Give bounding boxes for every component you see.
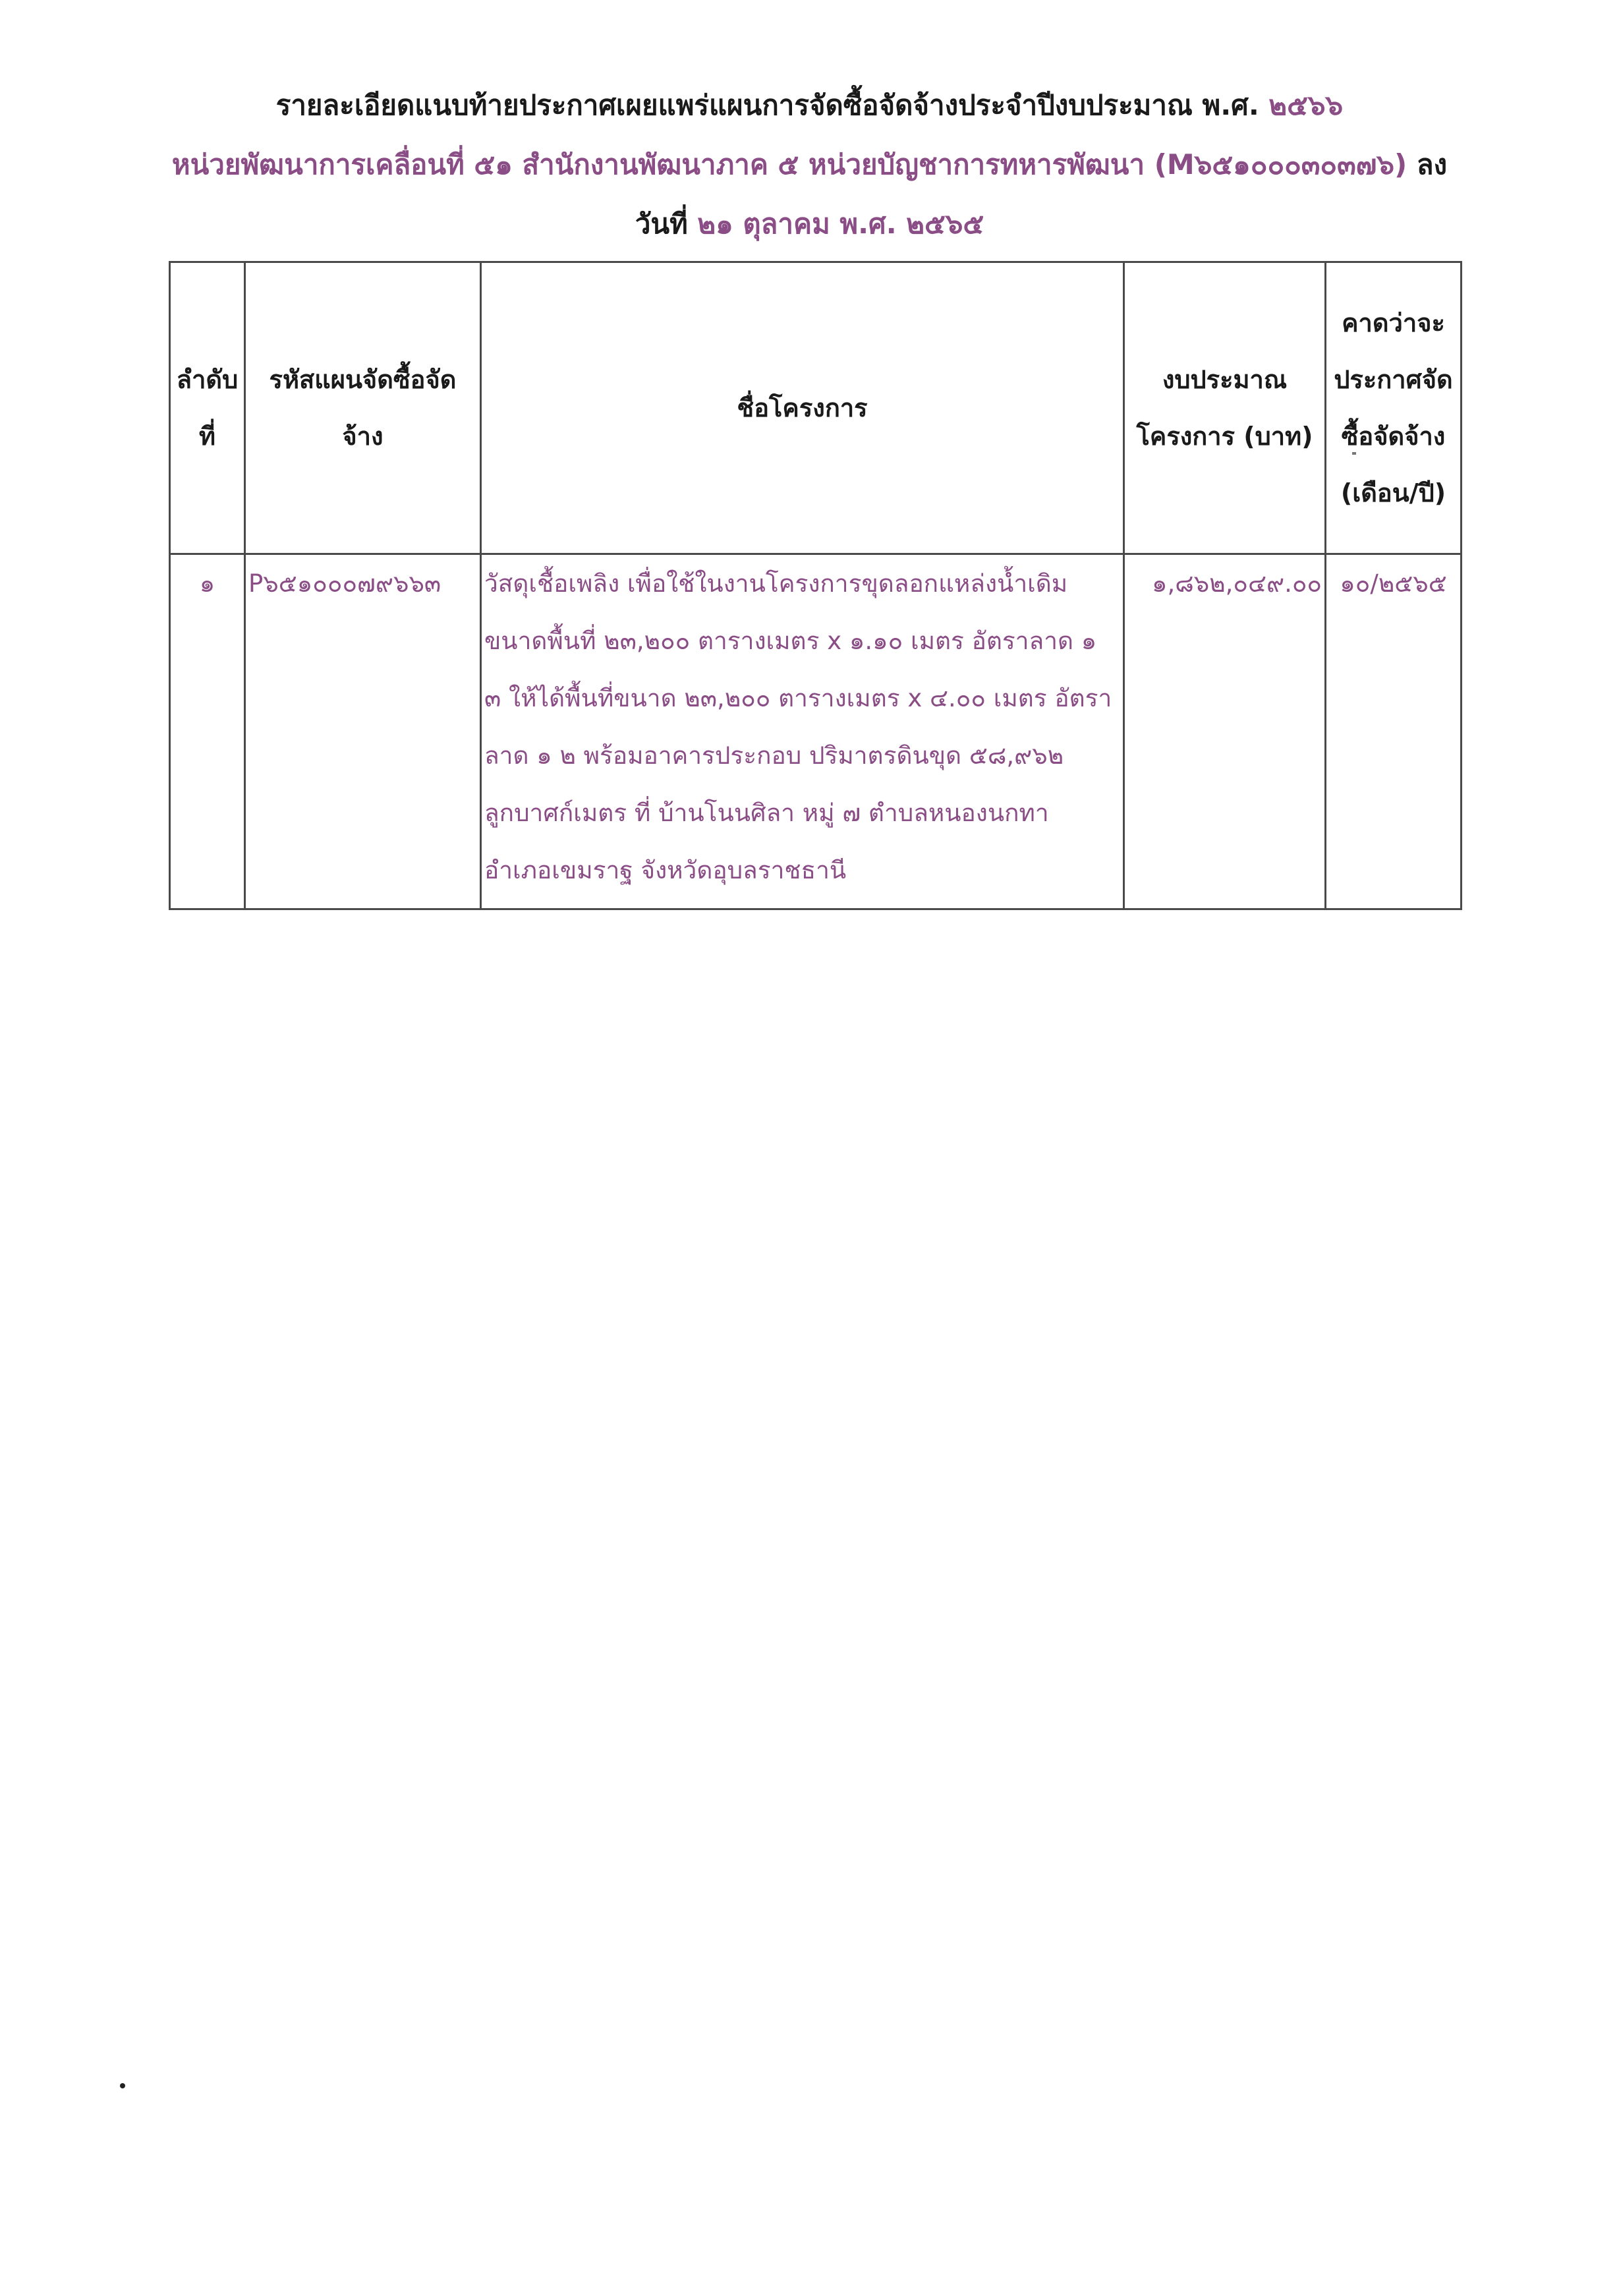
title-text: รายละเอียดแนบท้ายประกาศเผยแพร่แผนการจัดซื้อจัดจ้างประจำปีงบประมาณ พ.ศ. [275, 89, 1259, 121]
row-announce-month: ๑๐/๒๕๖๕ [1326, 554, 1462, 909]
row-budget: ๑,๘๖๒,๐๔๙.๐๐ [1124, 554, 1326, 909]
date-prefix: วันที่ [635, 208, 688, 240]
date-line [132, 204, 1487, 244]
announcement-date: ๒๑ ตุลาคม พ.ศ. ๒๕๖๕ [697, 208, 984, 240]
row-project-name: วัสดุเชื้อเพลิง เพื่อใช้ในงานโครงการขุดลอกแหล่งน้ำเดิม ขนาดพื้นที่ ๒๓,๒๐๐ ตารางเมตร x ๑.๑๐ เมตร อัตราลาด ๑ ๓ ให้ได้พื้นที่ขนาด ๒๓,๒๐๐ ตารางเมตร x ๔.๐๐ เมตร อัตราลาด ๑ ๒ พร้อมอาคารประกอบ ปริมาตรดินขุด ๕๘,๙๖๒ ลูกบาศก์เมตร ที่ บ้านโนนศิลา หมู่ ๗ ตำบลหนองนกทา อำเภอเขมราฐ จังหวัดอุบลราชธานี [481, 554, 1124, 909]
header-no: ลำดับที่ [170, 262, 245, 554]
agency-name: หน่วยพัฒนาการเคลื่อนที่ ๕๑ สำนักงานพัฒนาภาค ๕ หน่วยบัญชาการทหารพัฒนา (M๖๕๑๐๐๐๓๐๓๗๖) [171, 148, 1407, 181]
table-row [170, 554, 1462, 909]
row-no: ๑ [170, 554, 245, 909]
scan-dot [120, 2083, 125, 2088]
header-announce-month: คาดว่าจะประกาศจัดซื้อจัดจ้าง (เดือน/ปี) [1326, 262, 1462, 554]
scan-speck [1352, 452, 1356, 455]
table-header-row [170, 262, 1462, 554]
document-title [132, 86, 1487, 125]
agency-suffix: ลง [1416, 148, 1448, 181]
row-plan-code: P๖๕๑๐๐๐๗๙๖๖๓ [245, 554, 481, 909]
fiscal-year: ๒๕๖๖ [1268, 89, 1344, 121]
header-project-name: ชื่อโครงการ [481, 262, 1124, 554]
procurement-plan-table [169, 261, 1462, 910]
agency-line [132, 145, 1487, 185]
header-budget: งบประมาณโครงการ (บาท) [1124, 262, 1326, 554]
header-code: รหัสแผนจัดซื้อจัดจ้าง [245, 262, 481, 554]
